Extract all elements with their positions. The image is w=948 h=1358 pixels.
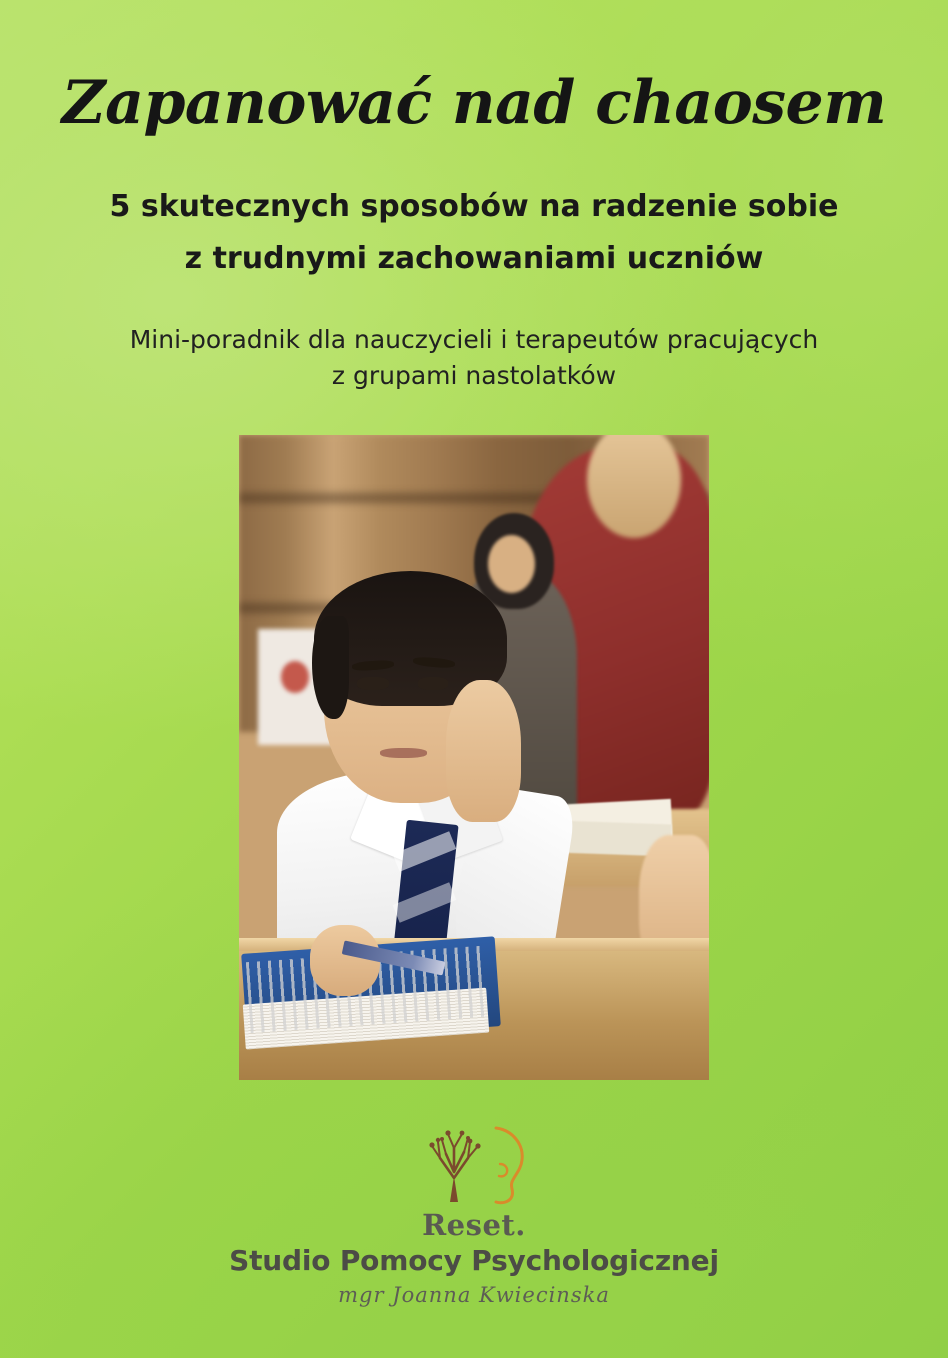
brand-name: Reset. bbox=[422, 1208, 526, 1243]
cover-lead bbox=[64, 322, 884, 393]
photo-student-writing-hand bbox=[310, 925, 381, 996]
photo-student-hand-on-cheek bbox=[446, 680, 521, 822]
cover-lead-line-1: Mini-poradnik dla nauczycieli i terapeutów pracujących bbox=[129, 325, 819, 355]
brand-logo-block bbox=[164, 1120, 784, 1307]
photo-student-eye-left bbox=[357, 677, 390, 690]
photo-student-mouth bbox=[380, 748, 427, 758]
brand-author: mgr Joanna Kwiecinska bbox=[338, 1283, 610, 1308]
brand-subtitle: Studio Pomocy Psychologicznej bbox=[229, 1244, 719, 1278]
photo-student-hair-side bbox=[312, 616, 350, 719]
cover-subtitle-line-1: 5 skutecznych sposobów na radzenie sobie bbox=[109, 189, 839, 224]
photo-classmate-face bbox=[488, 535, 535, 593]
cover-subtitle bbox=[74, 181, 874, 284]
photo-student-eye-right bbox=[418, 677, 449, 690]
cover-photo bbox=[239, 435, 709, 1080]
cover-subtitle-line-2: z trudnymi zachowaniami uczniów bbox=[184, 240, 764, 276]
page-title: Zapanować nad chaosem bbox=[61, 68, 887, 138]
tree-and-face-logo-icon bbox=[404, 1120, 544, 1206]
cover-lead-line-2: z grupami nastolatków bbox=[331, 360, 617, 390]
photo-scene bbox=[239, 435, 709, 1080]
